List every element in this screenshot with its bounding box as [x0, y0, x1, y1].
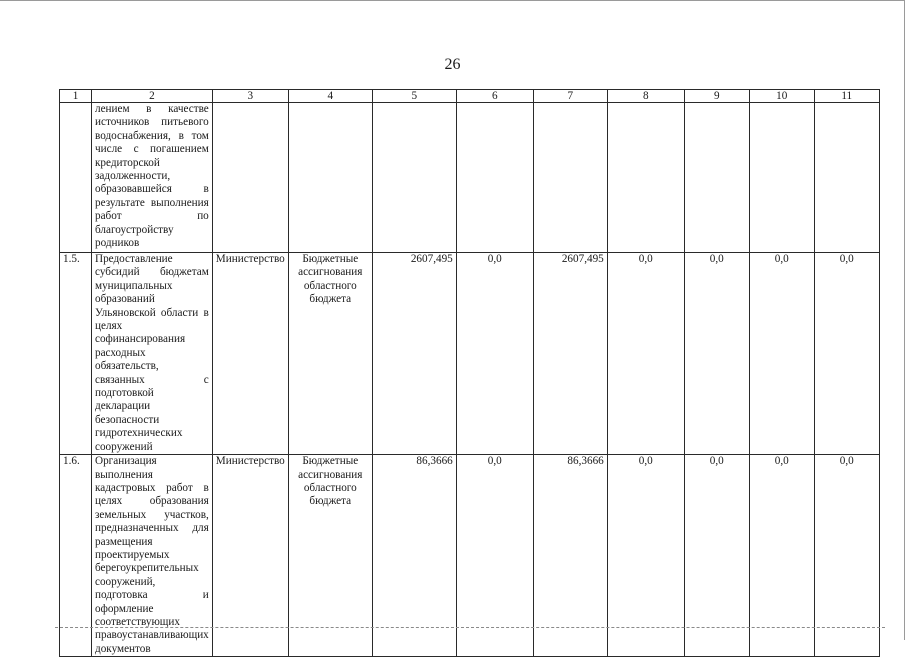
row-value-6: 0,0 — [456, 253, 533, 455]
empty-cell — [749, 103, 814, 253]
empty-cell — [533, 103, 607, 253]
header-cell: 2 — [92, 90, 213, 103]
empty-cell — [456, 103, 533, 253]
header-cell: 5 — [372, 90, 456, 103]
row-funding-source: Бюджетные ассигнования областного бюджета — [288, 253, 372, 455]
row-executor: Министерство — [212, 253, 288, 455]
continuation-description: лением в качестве источников питьевого водоснабжения, в том числе с погашением кредиторской задолженности, образовавшейся в результате выполнения работ по благоустройству родников — [92, 103, 213, 253]
row-description: Организация выполнения кадастровых работ в целях образования земельных участков, предназначенных для размещения проектируемых берегоукрепительных сооружений, подготовка и оформление соответствующих правоустанавливающих документов — [92, 455, 213, 657]
table-row-continuation — [60, 103, 880, 253]
row-value-7: 2607,495 — [533, 253, 607, 455]
header-cell: 11 — [814, 90, 879, 103]
empty-cell — [288, 103, 372, 253]
header-cell: 10 — [749, 90, 814, 103]
empty-cell — [372, 103, 456, 253]
row-value-5: 2607,495 — [372, 253, 456, 455]
header-cell: 3 — [212, 90, 288, 103]
row-value-8: 0,0 — [607, 253, 684, 455]
empty-cell — [684, 103, 749, 253]
header-row — [60, 90, 880, 103]
budget-table — [59, 89, 880, 657]
row-value-5: 86,3666 — [372, 455, 456, 657]
header-cell: 4 — [288, 90, 372, 103]
header-cell: 6 — [456, 90, 533, 103]
row-value-9: 0,0 — [684, 253, 749, 455]
row-executor: Министерство — [212, 455, 288, 657]
empty-cell — [60, 103, 92, 253]
empty-cell — [607, 103, 684, 253]
row-value-9: 0,0 — [684, 455, 749, 657]
row-value-10: 0,0 — [749, 455, 814, 657]
header-cell: 1 — [60, 90, 92, 103]
header-cell: 9 — [684, 90, 749, 103]
row-value-8: 0,0 — [607, 455, 684, 657]
row-index: 1.5. — [60, 253, 92, 455]
row-funding-source: Бюджетные ассигнования областного бюджета — [288, 455, 372, 657]
header-cell: 7 — [533, 90, 607, 103]
table-row — [60, 253, 880, 455]
empty-cell — [814, 103, 879, 253]
scan-edge-line — [55, 627, 885, 628]
header-cell: 8 — [607, 90, 684, 103]
row-description: Предоставление субсидий бюджетам муниципальных образований Ульяновской области в целях софинансирования расходных обязательств, связанных с подготовкой декларации безопасности гидротехнических сооружений — [92, 253, 213, 455]
row-value-10: 0,0 — [749, 253, 814, 455]
row-value-11: 0,0 — [814, 455, 879, 657]
row-value-11: 0,0 — [814, 253, 879, 455]
page-number: 26 — [444, 56, 461, 73]
row-value-6: 0,0 — [456, 455, 533, 657]
empty-cell — [212, 103, 288, 253]
row-value-7: 86,3666 — [533, 455, 607, 657]
row-index: 1.6. — [60, 455, 92, 657]
